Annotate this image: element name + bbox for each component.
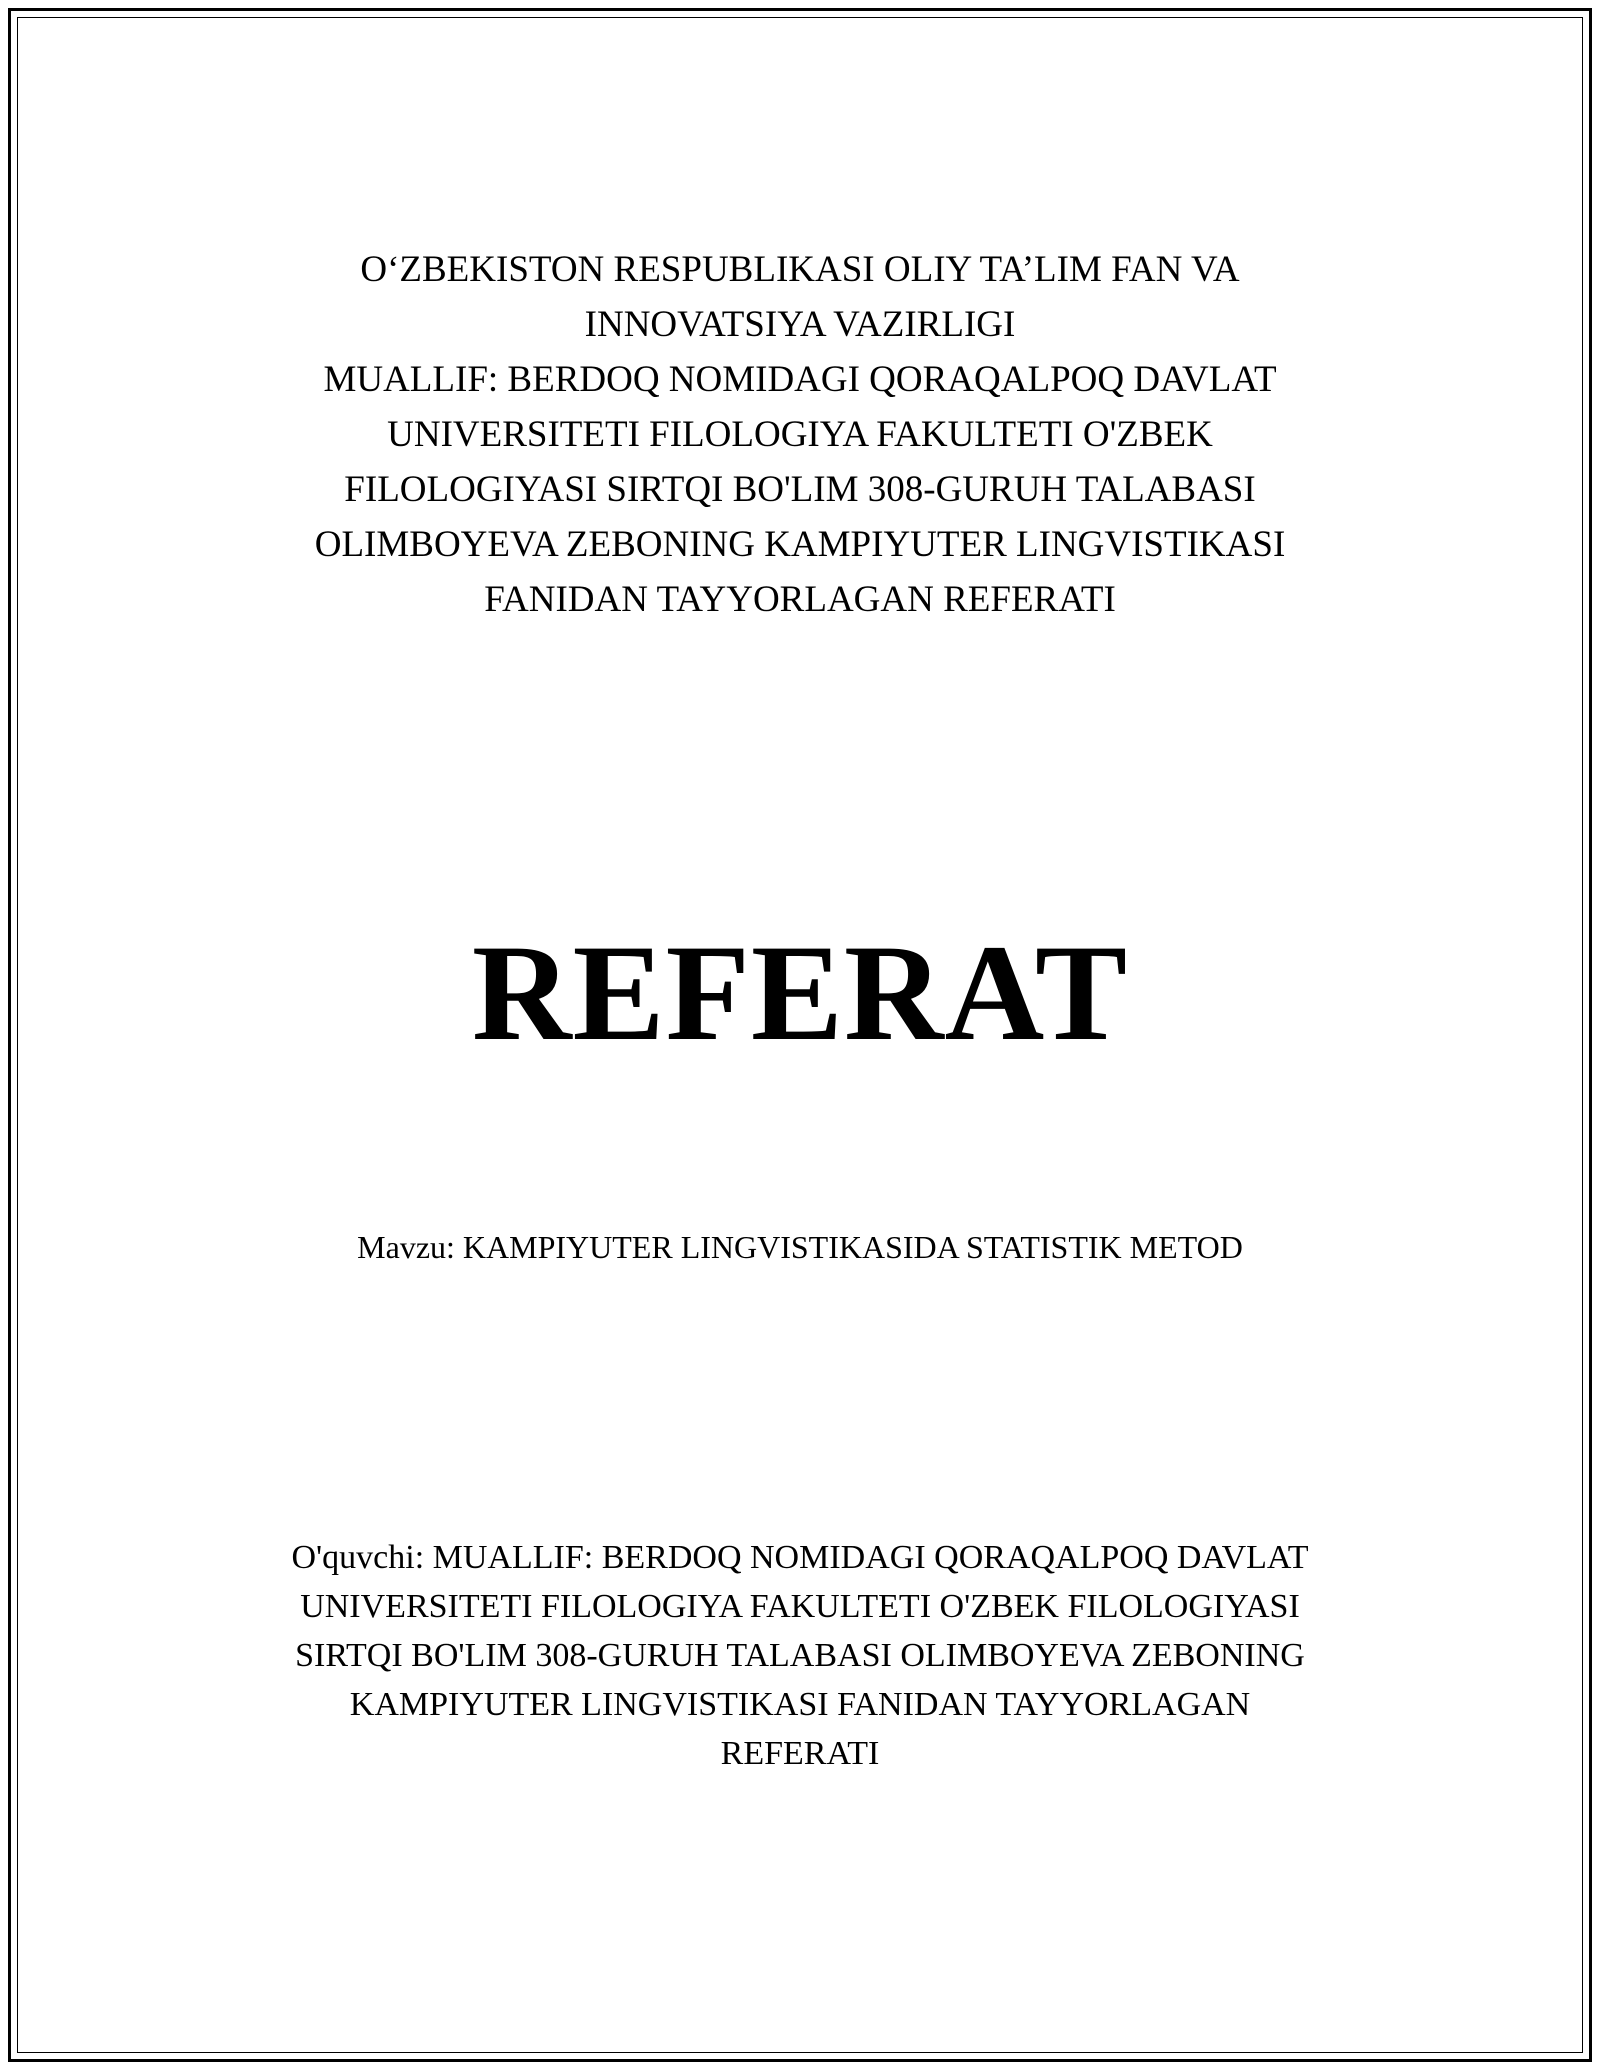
header-line: FANIDAN TAYYORLAGAN REFERATI <box>484 579 1116 620</box>
header-line: MUALLIF: BERDOQ NOMIDAGI QORAQALPOQ DAVLAT <box>323 359 1277 400</box>
student-line: REFERATI <box>720 1735 880 1772</box>
header-line: UNIVERSITETI FILOLOGIYA FAKULTETI O'ZBEK <box>387 414 1213 455</box>
student-line: KAMPIYUTER LINGVISTIKASI FANIDAN TAYYORLAGAN <box>349 1686 1251 1723</box>
student-line: SIRTQI BO'LIM 308-GURUH TALABASI OLIMBOYEVA ZEBONING <box>295 1637 1305 1674</box>
header-line: OLIMBOYEVA ZEBONING KAMPIYUTER LINGVISTIKASI <box>314 524 1286 565</box>
topic-line: Mavzu: KAMPIYUTER LINGVISTIKASIDA STATISTIK METOD <box>357 1229 1243 1265</box>
header-line: O‘ZBEKISTON RESPUBLIKASI OLIY TA’LIM FAN VA <box>360 249 1240 290</box>
institution-header <box>0 242 1600 627</box>
student-info <box>0 1533 1600 1778</box>
student-line: O'quvchi: MUALLIF: BERDOQ NOMIDAGI QORAQALPOQ DAVLAT <box>291 1539 1309 1576</box>
header-line: INNOVATSIYA VAZIRLIGI <box>584 304 1016 345</box>
student-line: UNIVERSITETI FILOLOGIYA FAKULTETI O'ZBEK FILOLOGIYASI <box>300 1588 1300 1625</box>
document-title: REFERAT <box>471 916 1129 1069</box>
header-line: FILOLOGIYASI SIRTQI BO'LIM 308-GURUH TALABASI <box>344 469 1256 510</box>
